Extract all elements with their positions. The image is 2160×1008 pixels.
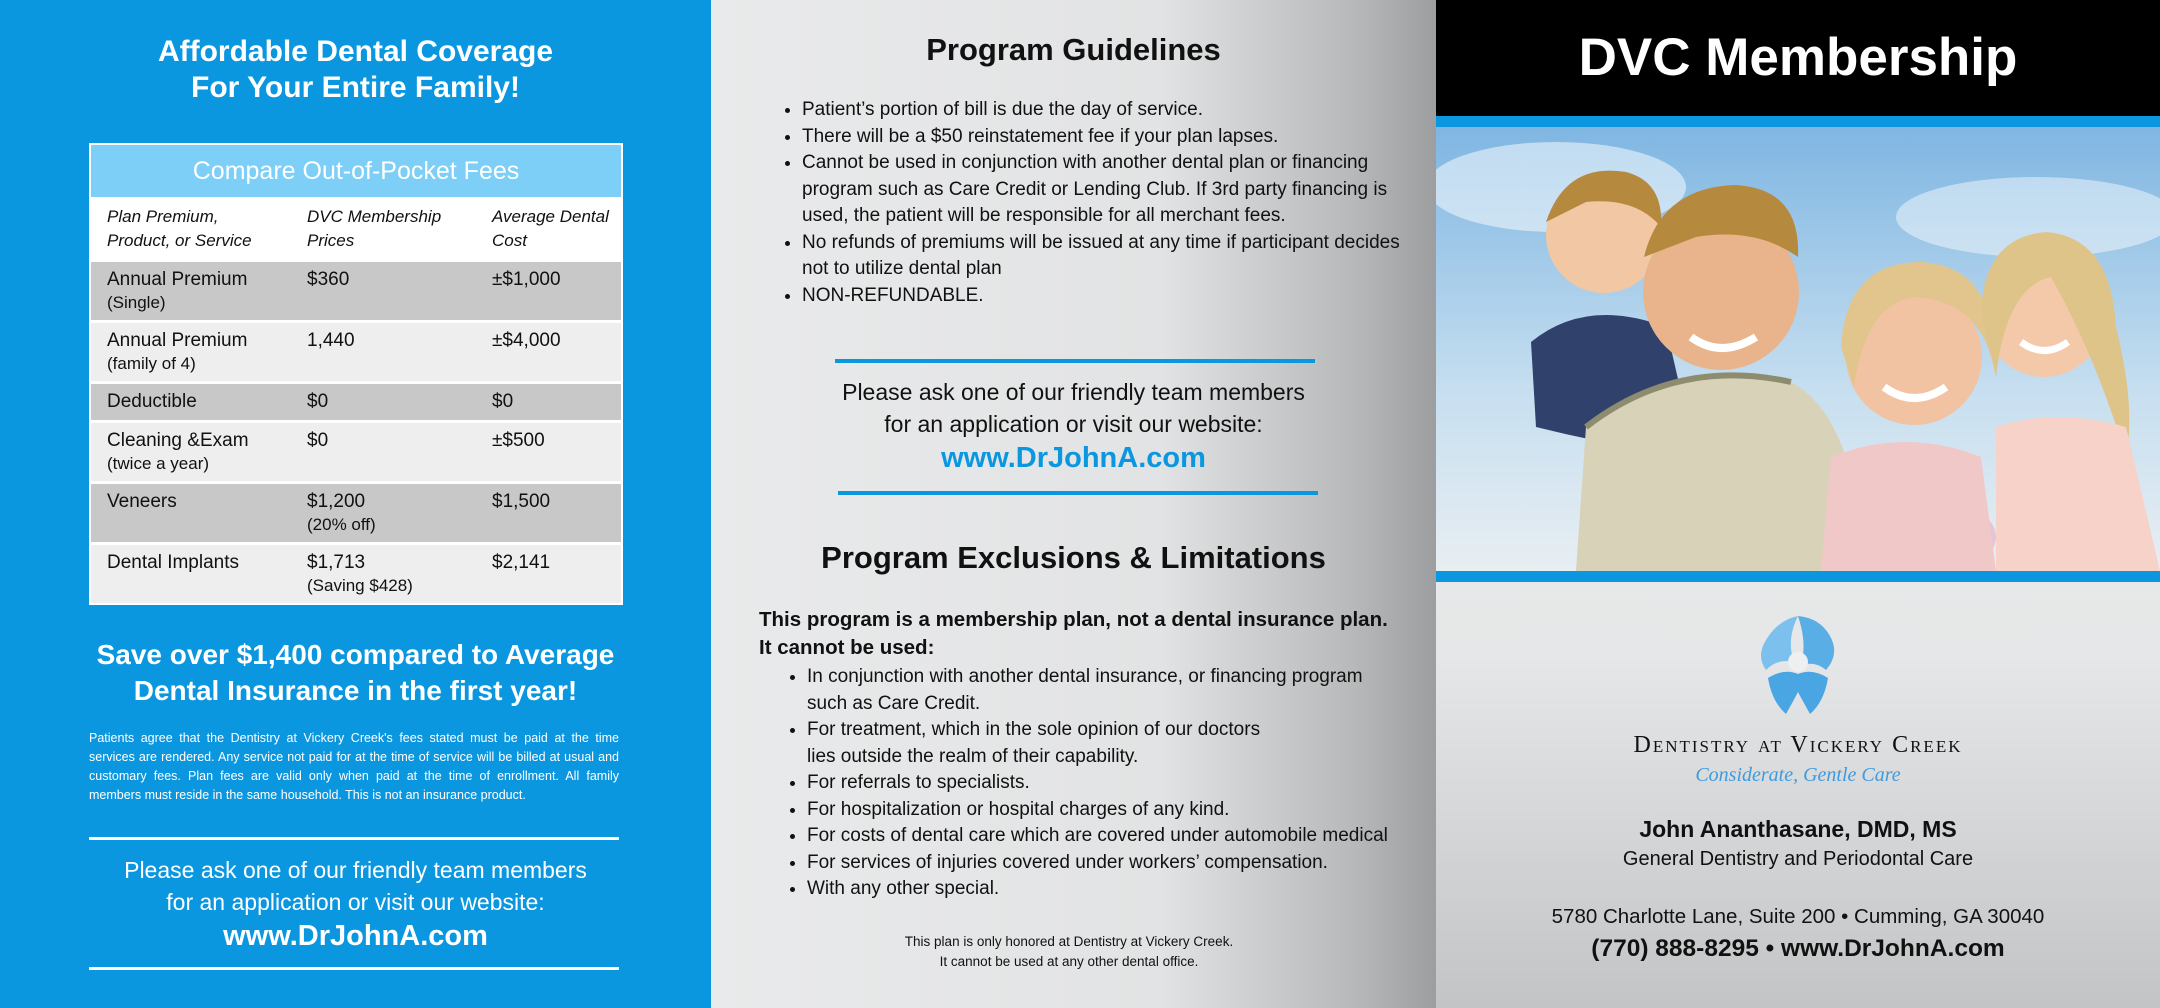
- savings-callout: Save over $1,400 compared to Average Dental Insurance in the first year!: [96, 639, 615, 706]
- list-item: • For treatment, which in the sole opinion of our doctors lies outside the realm of their capability.: [807, 717, 1387, 770]
- page-title: DVC Membership: [1436, 0, 2160, 116]
- dvc-price: 1,440: [307, 330, 355, 351]
- list-item: • There will be a $50 reinstatement fee if your plan lapses.: [802, 124, 1402, 151]
- tooth-logo-icon: [1748, 612, 1848, 720]
- application-prompt: Please ask one of our friendly team members for an application or visit our website:: [842, 379, 1305, 437]
- dvc-price: $0: [307, 430, 329, 451]
- average-cost: ±$4,000: [492, 330, 561, 351]
- headline: Affordable Dental Coverage For Your Entire Family!: [157, 35, 554, 104]
- fee-comparison-table: [89, 143, 623, 605]
- exclusions-title: Program Exclusions & Limitations: [821, 540, 1326, 575]
- table-row: [91, 420, 621, 481]
- practice-name: Dentistry at Vickery Creek: [1633, 732, 1963, 758]
- dvc-price-note: (Saving $428): [307, 576, 413, 595]
- tagline: Considerate, Gentle Care: [1695, 764, 1901, 786]
- table-header-row: [91, 197, 621, 259]
- column-header: DVC Membership Prices: [307, 207, 442, 250]
- list-item: • No refunds of premiums will be issued at any time if participant decides not to utilize dental plan: [802, 230, 1402, 283]
- average-cost: $1,500: [492, 491, 551, 512]
- table-row: [91, 481, 621, 542]
- list-item: • For services of injuries covered under workers’ compensation.: [807, 850, 1387, 877]
- service-note: (Single): [107, 293, 166, 312]
- list-item: • In conjunction with another dental insurance, or financing program such as Care Credit.: [807, 664, 1387, 717]
- right-panel: [1436, 0, 2160, 1008]
- fine-print: Patients agree that the Dentistry at Vickery Creek's fees stated must be paid at the time services are rendered. Any service not paid for at the time of service will be billed at usual and customary fees. Plan fees are valid only when paid at the time of enrollment. All family members must reside in the same household. This is not an insurance product.: [89, 731, 619, 802]
- service-name: Cleaning &Exam: [107, 430, 249, 451]
- family-photo: [1436, 116, 2160, 582]
- practice-logo: [1748, 612, 1848, 725]
- column-header: Average Dental Cost: [492, 207, 609, 250]
- service-note: (family of 4): [107, 354, 196, 373]
- service-name: Deductible: [107, 391, 197, 412]
- list-item: • For hospitalization or hospital charges of any kind.: [807, 797, 1387, 824]
- list-item: • With any other special.: [807, 876, 1387, 903]
- table-caption: Compare Out-of-Pocket Fees: [91, 145, 621, 197]
- list-item: • For referrals to specialists.: [807, 770, 1387, 797]
- divider: [89, 967, 619, 970]
- guidelines-list: [776, 97, 1402, 309]
- dvc-price: $360: [307, 269, 350, 290]
- average-cost: ±$500: [492, 430, 545, 451]
- column-header: Plan Premium, Product, or Service: [107, 207, 252, 250]
- specialty: General Dentistry and Periodontal Care: [1622, 848, 1974, 870]
- service-name: Dental Implants: [107, 552, 240, 573]
- phone-and-website[interactable]: (770) 888-8295 • www.DrJohnA.com: [1591, 935, 2005, 962]
- list-item: • Patient’s portion of bill is due the day of service.: [802, 97, 1402, 124]
- honored-note: This plan is only honored at Dentistry at Vickery Creek. It cannot be used at any other dental office.: [904, 934, 1234, 969]
- guidelines-title: Program Guidelines: [926, 32, 1221, 67]
- family-photo-illustration: [1436, 127, 2160, 571]
- service-name: Veneers: [107, 491, 177, 512]
- table-row: [91, 542, 621, 603]
- exclusions-list: [781, 664, 1387, 903]
- average-cost: ±$1,000: [492, 269, 561, 290]
- application-prompt: Please ask one of our friendly team members for an application or visit our website:: [124, 857, 587, 915]
- website-link[interactable]: www.DrJohnA.com: [223, 920, 488, 952]
- divider: [838, 491, 1318, 495]
- dvc-price: $1,713: [307, 552, 366, 573]
- left-panel: [0, 0, 711, 1008]
- doctor-name: John Ananthasane, DMD, MS: [1639, 816, 1957, 842]
- dvc-price: $0: [307, 391, 329, 412]
- service-note: (twice a year): [107, 454, 210, 473]
- list-item: • Cannot be used in conjunction with another dental plan or financing program such as Care Credit or Lending Club. If 3rd party financing is used, the patient will be responsible for all merchant fees.: [802, 150, 1402, 230]
- dvc-price: $1,200: [307, 491, 366, 512]
- divider: [89, 837, 619, 840]
- list-item: • For costs of dental care which are covered under automobile medical: [807, 823, 1387, 850]
- exclusions-intro: This program is a membership plan, not a dental insurance plan. It cannot be used:: [759, 608, 1388, 659]
- middle-panel: [711, 0, 1436, 1008]
- list-item: • NON-REFUNDABLE.: [802, 283, 1402, 310]
- dvc-price-note: (20% off): [307, 515, 376, 534]
- website-link[interactable]: www.DrJohnA.com: [941, 442, 1206, 474]
- divider: [835, 359, 1315, 363]
- average-cost: $0: [492, 391, 514, 412]
- service-name: Annual Premium: [107, 269, 248, 290]
- table-row: [91, 259, 621, 320]
- service-name: Annual Premium: [107, 330, 248, 351]
- average-cost: $2,141: [492, 552, 551, 573]
- table-row: [91, 320, 621, 381]
- table-row: [91, 381, 621, 420]
- address: 5780 Charlotte Lane, Suite 200 • Cumming, GA 30040: [1551, 905, 2045, 928]
